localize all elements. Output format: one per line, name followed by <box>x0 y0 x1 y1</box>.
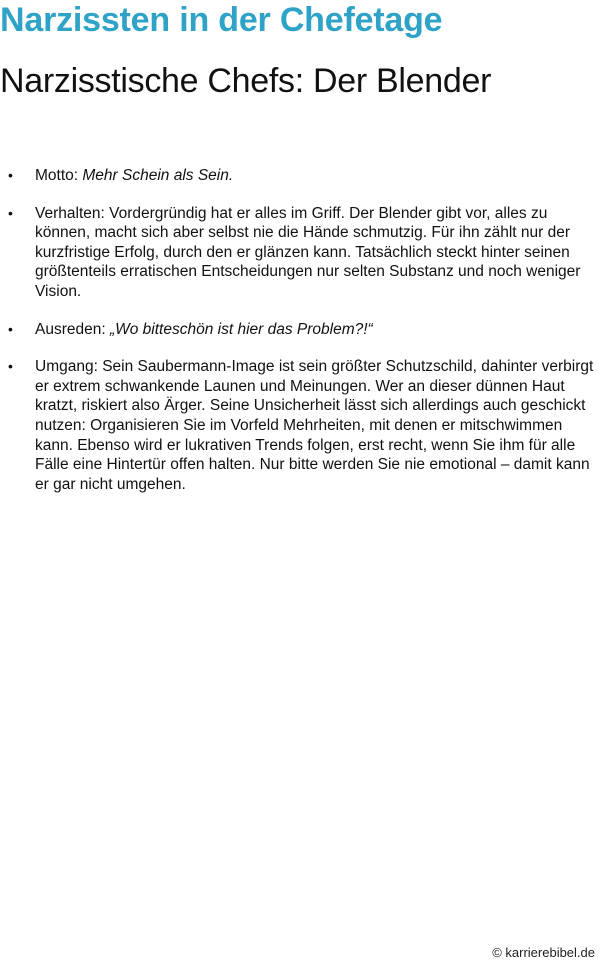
bullet-icon: • <box>8 204 13 221</box>
item-label: Umgang: <box>35 358 103 376</box>
item-label: Ausreden: <box>35 320 110 338</box>
item-text: Mehr Schein als Sein. <box>82 167 234 184</box>
list-item-ausreden <box>0 320 603 340</box>
item-text: „Wo bitteschön ist hier das Problem?!“ <box>109 320 373 338</box>
copyright-footer: © karrierebibel.de <box>492 945 595 960</box>
item-text: Vordergründig hat er alles im Griff. Der Blender gibt vor, alles zu können, macht sich aber selbst nie die Hände schmutzig. Für ihn zählt nur der kurzfristige Erfolg, durch den er glänzen kann. Tatsächlich steckt hinter seinen größtenteils erratischen Entscheidungen nur selten Substanz und noch weniger Vision. <box>35 204 581 300</box>
list-item-verhalten <box>0 204 603 302</box>
content-list <box>0 166 603 512</box>
series-title: Narzissten in der Chefetage <box>0 1 443 39</box>
bullet-icon: • <box>8 167 13 183</box>
page-title: Narzisstische Chefs: Der Blender <box>0 62 492 100</box>
item-text: Sein Saubermann-Image ist sein größter Schutzschild, dahinter verbirgt er extrem schwankende Launen und Meinungen. Wer an dieser dünnen Haut kratzt, riskiert also Ärger. Seine Unsicherheit lässt sich allerdings auch geschickt nutzen: Organisieren Sie im Vorfeld Mehrheiten, mit denen er mitschwimmen kann. Ebenso wird er lukrativen Trends folgen, erst recht, wenn Sie ihm für alle Fälle eine Hintertür offen halten. Nur bitte werden Sie nie emotional – damit kann er gar nicht umgehen. <box>35 358 594 493</box>
list-item-umgang <box>0 357 603 494</box>
item-label: Verhalten: <box>35 204 110 222</box>
item-label: Motto: <box>35 167 83 184</box>
bullet-icon: • <box>8 358 13 375</box>
list-item-motto <box>0 166 603 186</box>
bullet-icon: • <box>8 320 13 337</box>
